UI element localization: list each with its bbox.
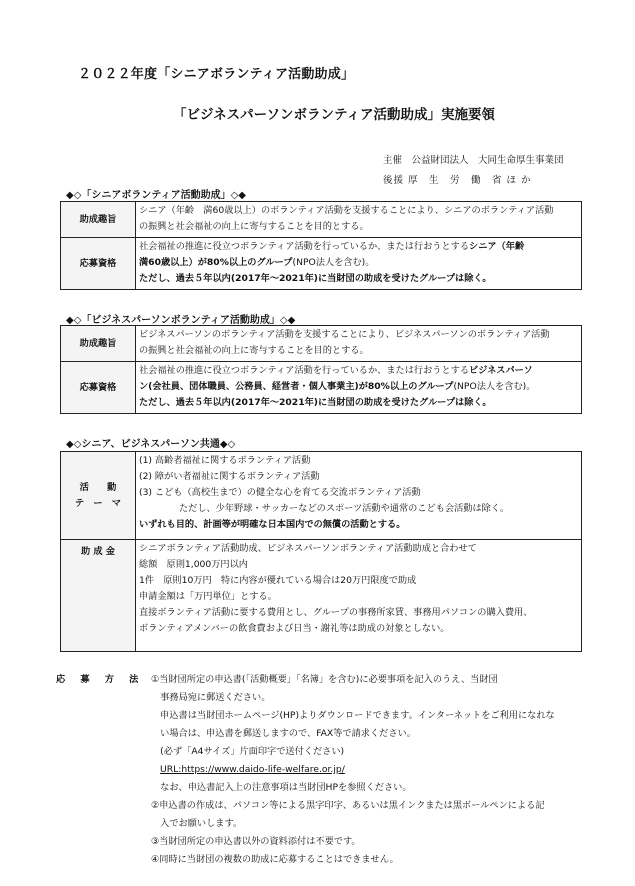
website-link[interactable]: URL:https://www.daido-life-welfare.or.jp/: [160, 764, 345, 775]
apply-line: ④同時に当財団の複数の助成に応募することはできません。: [151, 854, 399, 865]
senior-heading: ◆◇「シニアボランティア活動助成」◇◆: [66, 190, 246, 201]
title-year: ２０２２年度「シニアボランティア活動助成」: [78, 67, 355, 82]
senior-eligibility-label: 応募資格: [61, 238, 136, 290]
apply-line: ②申込書の作成は、パソコン等による黒字印字、あるいは黒インクまたは黒ボールペンによる記: [151, 800, 545, 811]
business-table: [60, 325, 582, 414]
senior-purpose: シニア（年齢 満60歳以上）のボランティア活動を支援することにより、シニアのボランティア活動 の振興と社会福祉の向上に寄与することを目的とする。: [136, 202, 582, 238]
apply-line: 事務局宛に郵送ください。: [151, 692, 271, 703]
support: 後援 厚 生 労 働 省 ほ か: [383, 175, 532, 186]
common-heading: ◆◇シニア、ビジネスパーソン共通◆◇: [66, 439, 236, 450]
theme-label: 活 動 テ ー マ: [61, 452, 136, 540]
themes: (1) 高齢者福祉に関するボランティア活動 (2) 障がい者福祉に関するボランティア活動 (3) こども（高校生まで）の健全な心を育てる交流ボランティア活動 ただし、少年野球・サッカーなどのスポーツ活動や通常のこども会活動は除く。 いずれも目的、計画等が明確な日本国内での無償の活動とする。: [136, 452, 582, 540]
apply-line: なお、申込書記入上の注意事項は当財団HPを参照ください。: [151, 782, 412, 793]
apply-line: (必ず「A4サイズ」片面印字で送付ください): [151, 746, 345, 757]
business-heading: ◆◇「ビジネスパーソンボランティア活動助成」◇◆: [66, 315, 296, 326]
apply-line: 入でお願いします。: [151, 818, 243, 829]
senior-table: [60, 201, 582, 290]
grant-label: 助 成 金: [61, 540, 136, 652]
business-purpose: ビジネスパーソンのボランティア活動を支援することにより、ビジネスパーソンのボランティア活動 の振興と社会福祉の向上に寄与することを目的とする。: [136, 326, 582, 362]
senior-purpose-label: 助成趣旨: [61, 202, 136, 238]
business-eligibility: 社会福祉の推進に役立つボランティア活動を行っているか、または行おうとするビジネスパーソ ン(会社員、団体職員、公務員、経営者・個人事業主)が80%以上のグループ(NPO法人を含む)。 ただし、過去５年以内(2017年～2021年)に当財団の助成を受けたグループは除く。: [136, 362, 582, 414]
apply-line: い場合は、申込書を郵送しますので、FAX等で請求ください。: [151, 728, 416, 739]
senior-eligibility: 社会福祉の推進に役立つボランティア活動を行っているか、または行おうとするシニア（年齢 満60歳以上）が80%以上のグループ(NPO法人を含む)。 ただし、過去５年以内(2017年～2021年)に当財団の助成を受けたグループは除く。: [136, 238, 582, 290]
sponsor: 主催 公益財団法人 大同生命厚生事業団: [383, 155, 564, 166]
apply-line: 申込書は当財団ホームページ(HP)よりダウンロードできます。インターネットをご利用になれな: [151, 710, 555, 721]
apply-line: ①当財団所定の申込書(「活動概要」「名簿」を含む)に必要事項を記入のうえ、当財団: [151, 674, 498, 685]
apply-label: 応 募 方 法: [56, 674, 145, 685]
page-title: 「ビジネスパーソンボランティア活動助成」実施要領: [173, 107, 495, 123]
grant-details: シニアボランティア活動助成、ビジネスパーソンボランティア活動助成と合わせて 総額 原則1,000万円以内 1件 原則10万円 特に内容が優れている場合は20万円限度で助成 申請金額は「万円単位」とする。 直接ボランティア活動に要する費用とし、グループの事務所家賃、事務用パソコンの購入費用、 ボランティアメンバーの飲食費および日当・謝礼等は助成の対象としない。: [136, 540, 582, 652]
business-purpose-label: 助成趣旨: [61, 326, 136, 362]
business-eligibility-label: 応募資格: [61, 362, 136, 414]
apply-line: ③当財団所定の申込書以外の資料添付は不要です。: [151, 836, 361, 847]
common-table: [60, 451, 582, 652]
